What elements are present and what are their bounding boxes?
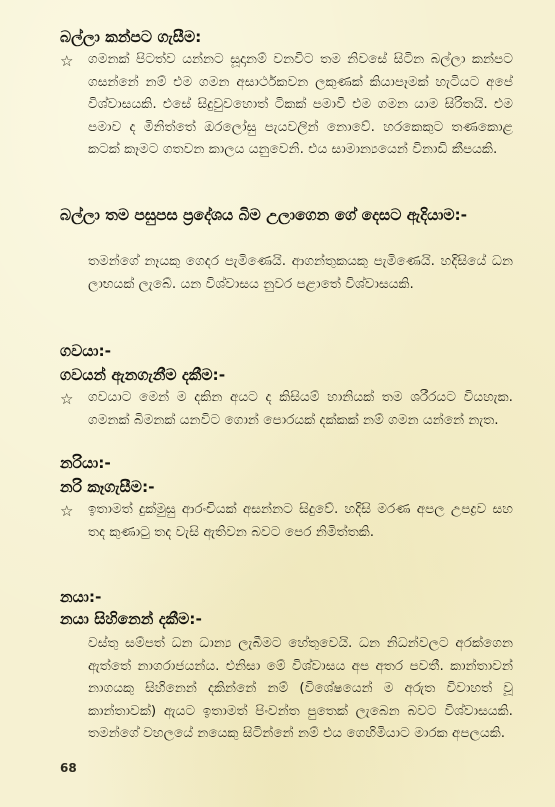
section-body-dog-ear-flapping: ගමනක් පිටත්ව යන්නට සූදානම් වනවිට තම නිවසේ සිටින බල්ලා කන්පට ගසන්නේ නම් එම ගමන අසාර්ථකවන ලකුණක් කියාපෑමක් හැටියට අපේ විශ්වාසයකි. එසේ සිදුවුවහොත් ටිකක් පමාවී එම ගමන යාම සිරිතයි. එම පමාව ද මිනිත්තේ ඔරලෝසු පැයවලින් නොවේ. හරකෙකුට තණකොළ කටක් කෑමට ගතවන කාලය යනුවෙනි. එය සාමාන්‍යයෙන් විනාඩි කීපයකි.	[88, 51, 513, 158]
section-body-cattle-fighting: ගවයාට මෙන් ම දකින අයට ද කිසියම් හානියක් තම ශරීරයට වියහැක. ගමනක් බිමනක් යනවිට ගොන් පොරයක් දක්කක් නම් ගමන යන්නේ නැත.	[88, 389, 513, 428]
section-body-jackal-howling: ඉතාමත් දුක්මුසු ආරංචියක් අසන්නට සිදුවේ. හදිසි මරණ අපල උපද්‍රව සහ තද කුණාටු තද වැසි ඇතිවන බවට පෙර නිමිත්තකි.	[88, 501, 513, 540]
section-heading-jackal: නරියා:-	[60, 454, 111, 472]
section-heading-cattle: ගවයා:-	[60, 342, 112, 360]
star-bullet-icon: ☆	[60, 502, 74, 520]
section-heading-cobra-dream: නයා සිහිනෙන් දකීම:-	[60, 610, 202, 628]
section-heading-cattle-fighting: ගවයන් ඇනගැනීම දකීම:-	[60, 366, 226, 384]
page-number: 68	[60, 761, 77, 775]
star-bullet-icon: ☆	[60, 52, 74, 70]
section-body-dog-dragging-rear: තමන්ගේ නෑයකු ගෙදර පැමිණෙයි. ආගන්තුකයකු පැමිණෙයි. හදිසියේ ධන ලාභයක් ලැබේ. යන විශ්වාසය නුවර පළාතේ විශ්වාසයකි.	[88, 253, 513, 292]
section-heading-jackal-howling: නරි කෑගැසීම:-	[60, 478, 155, 496]
section-body-cobra-dream: වස්තු සම්පත් ධන ධාන්‍ය ලැබීමට හේතුවෙයි. ධන නිධන්වලට අරක්ගෙන ඇත්තේ නාගරාජයන්ය. එනිසා මේ විශ්වාසය අප අතර පවතී. කාන්තාවන් නාගයකු සිහිනෙන් දකින්නේ නම් (විශේෂයෙන් ම අරුත විවාහත් වූ කාන්තාවක්) ඇයට ඉතාමත් පිංවන්ත පුතෙක් ලැබෙන බවට විශ්වාසයකි. තමන්ගේ වහලයේ නයෙකු සිටින්නේ නම් එය ගෙහිමියාට මාරක අපලයකි.	[88, 635, 513, 742]
section-heading-dog-dragging-rear: බල්ලා තම පසුපස ප්‍රදේශය බිම උලාගෙන ගේ දෙසට ඇදියාම:-	[60, 206, 468, 224]
star-bullet-icon: ☆	[60, 390, 74, 408]
section-heading-dog-ear-flapping: බල්ලා කන්පට ගැසීම:	[60, 28, 202, 46]
document-page	[60, 26, 515, 786]
section-heading-cobra: නයා:-	[60, 588, 102, 606]
